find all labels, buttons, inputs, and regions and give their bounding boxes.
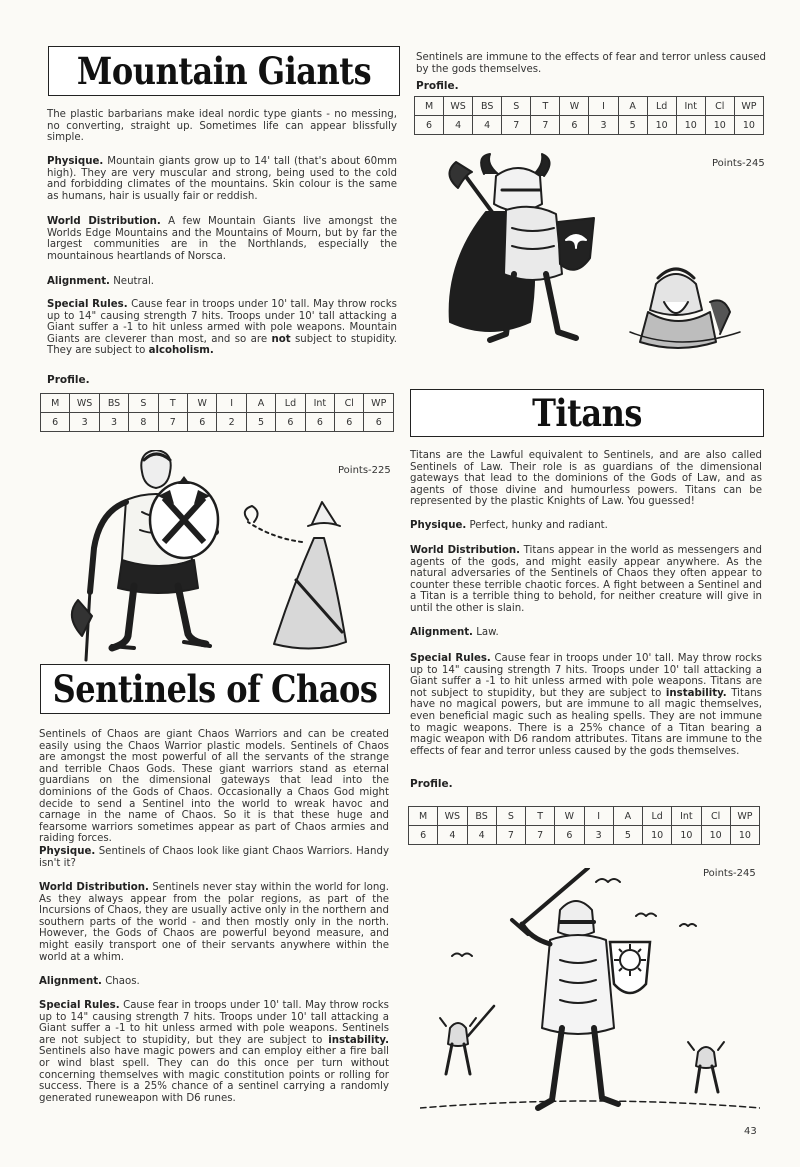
sentinels-banner: [40, 664, 390, 714]
mountain-world-distribution: World Distribution. A few Mountain Giants live amongst the Worlds Edge Mountains and the Mountains of Mourn, but by far the largest communities are in the Northlands, especially the mountainous heartlands of Norsca.: [47, 216, 398, 262]
sentinels-world-distribution: World Distribution. Sentinels never stay within the world for long. As they always appear from the polar regions, as part of the Incursions of Chaos, they are usually active only in the northern and southern parts of the world - and then mostly only in the north. However, the Gods of Chaos are powerful beyond measure, and might easily transport one of their servants anywhere within the world at a whim.: [39, 882, 390, 963]
titans-world-distribution: World Distribution. Titans appear in the world as messengers and agents of the gods, and might easily appear anywhere. As the natural adversaries of the Sentinels of Chaos they often appear to counter these terrible chaotic forces. A fight between a Sentinel and a Titan is a terrible thing to behold, for neither creature will give in until the other is slain.: [410, 545, 762, 614]
titans-intro: Titans are the Lawful equivalent to Sentinels, and are also called Sentinels of Law. Their role is as guardians of the dimensional gateways that lead to the dominions of the Gods of Law, and as agents of those divine and humourless powers. Titans can be represented by the plastic Knights of Law. You guessed!: [410, 450, 762, 508]
sentinels-continued: Sentinels are immune to the effects of fear and terror unless caused by the gods themselves.: [416, 52, 766, 75]
mountain-alignment: Alignment. Neutral.: [47, 276, 155, 287]
mountain-profile-label: Profile.: [47, 374, 90, 386]
page-number: 43: [744, 1126, 757, 1137]
mountain-profile-table: [40, 393, 394, 432]
mountain-giants-banner: [48, 46, 400, 96]
sentinel-illustration: [440, 152, 760, 367]
titans-banner: [410, 389, 764, 437]
sentinels-points: Points-245: [712, 158, 765, 169]
mountain-special-rules: Special Rules. Cause fear in troops under 10' tall. May throw rocks up to 14" causing strength 7 hits. Troops under 10' tall attacking a Giant suffer a -1 to hit unless armed with pole weapons. Mountain Giants are cleverer than most, and so are not subject to stupidity. They are subject to alcoholism.: [47, 299, 397, 357]
titans-physique: Physique. Perfect, hunky and radiant.: [410, 520, 608, 531]
titans-title: Titans: [532, 390, 642, 436]
profile-value-row: 6 4 4 7 7 6 3 5 10 10 10 10: [415, 116, 764, 135]
sun-shield-icon: [610, 942, 650, 993]
sentinels-physique: Physique. Sentinels of Chaos look like giant Chaos Warriors. Handy isn't it?: [39, 846, 389, 869]
mountain-points: Points-225: [338, 465, 391, 476]
sentinels-profile-label: Profile.: [416, 80, 459, 92]
mountain-giant-illustration: [34, 450, 384, 662]
mountain-intro: The plastic barbarians make ideal nordic type giants - no messing, no converting, straight up. Sometimes life can appear blissfully simple.: [47, 109, 397, 144]
profile-header-row: M WS BS S T W I A Ld Int Cl WP: [41, 394, 394, 413]
sentinels-profile-table: [414, 96, 764, 135]
sentinels-intro: Sentinels of Chaos are giant Chaos Warriors and can be created easily using the Chaos Warrior plastic models. Sentinels of Chaos are amongst the most powerful of all the servants of the strange and terrible Chaos Gods. These giant warriors stand as eternal guardians on the dimensional gateways that lead into the dominions of the Gods of Chaos. Occasionally a Chaos God might decide to send a Sentinel into the world to wreak havoc and carnage in the name of Chaos. So it is that these huge and fearsome warriors sometimes appear as part of Chaos armies and raiding forces.: [39, 729, 389, 845]
shield-emblem-icon: [150, 476, 218, 558]
titan-illustration: [420, 868, 760, 1120]
mountain-giants-title: Mountain Giants: [76, 48, 372, 94]
titans-points: Points-245: [703, 868, 756, 879]
profile-header-row: M WS BS S T W I A Ld Int Cl WP: [415, 97, 764, 116]
sentinels-special-rules: Special Rules. Cause fear in troops under 10' tall. May throw rocks up to 14" causing strength 7 hits. Troops under 10' tall attacking a Giant suffer a -1 to hit unless armed with pole weapons. Sentinels are not subject to stupidity, but they are subject to instability. Sentinels also have magic powers and can employ either a fire ball or wind blast spell. They can do this once per turn without concerning themselves with magic constitution points or rolling for success. There is a 25% chance of a sentinel carrying a randomly generated runeweapon with D6 runes.: [39, 1000, 389, 1104]
profile-value-row: 6 4 4 7 7 6 3 5 10 10 10 10: [409, 826, 760, 845]
titans-alignment: Alignment. Law.: [410, 627, 499, 638]
mountain-physique: Physique. Mountain giants grow up to 14' tall (that's about 60mm high). They are very muscular and strong, being used to the cold and forbidding climates of the mountains. Skin colour is the same as humans, hair is usually fair or reddish.: [47, 156, 397, 202]
profile-value-row: 6 3 3 8 7 6 2 5 6 6 6 6: [41, 413, 394, 432]
titans-profile-table: [408, 806, 760, 845]
sentinels-alignment: Alignment. Chaos.: [39, 976, 140, 987]
titans-special-rules: Special Rules. Cause fear in troops under 10' tall. May throw rocks up to 14" causing strength 7 hits. Troops under 10' tall attacking a Giant suffer a -1 to hit unless armed with pole weapons. Titans are not subject to stupidity, but they are subject to instability. Titans have no magical powers, but are immune to all magic themselves, even beneficial magic such as healing spells. They are not immune to magic weapons. There is a 25% chance of a Titan bearing a magic weapon with D6 random attributes. Titans are immune to the effects of fear and terror unless caused by the gods themselves.: [410, 653, 762, 757]
sentinels-title: Sentinels of Chaos: [52, 666, 378, 712]
titans-profile-label: Profile.: [410, 778, 453, 790]
profile-header-row: M WS BS S T W I A Ld Int Cl WP: [409, 807, 760, 826]
